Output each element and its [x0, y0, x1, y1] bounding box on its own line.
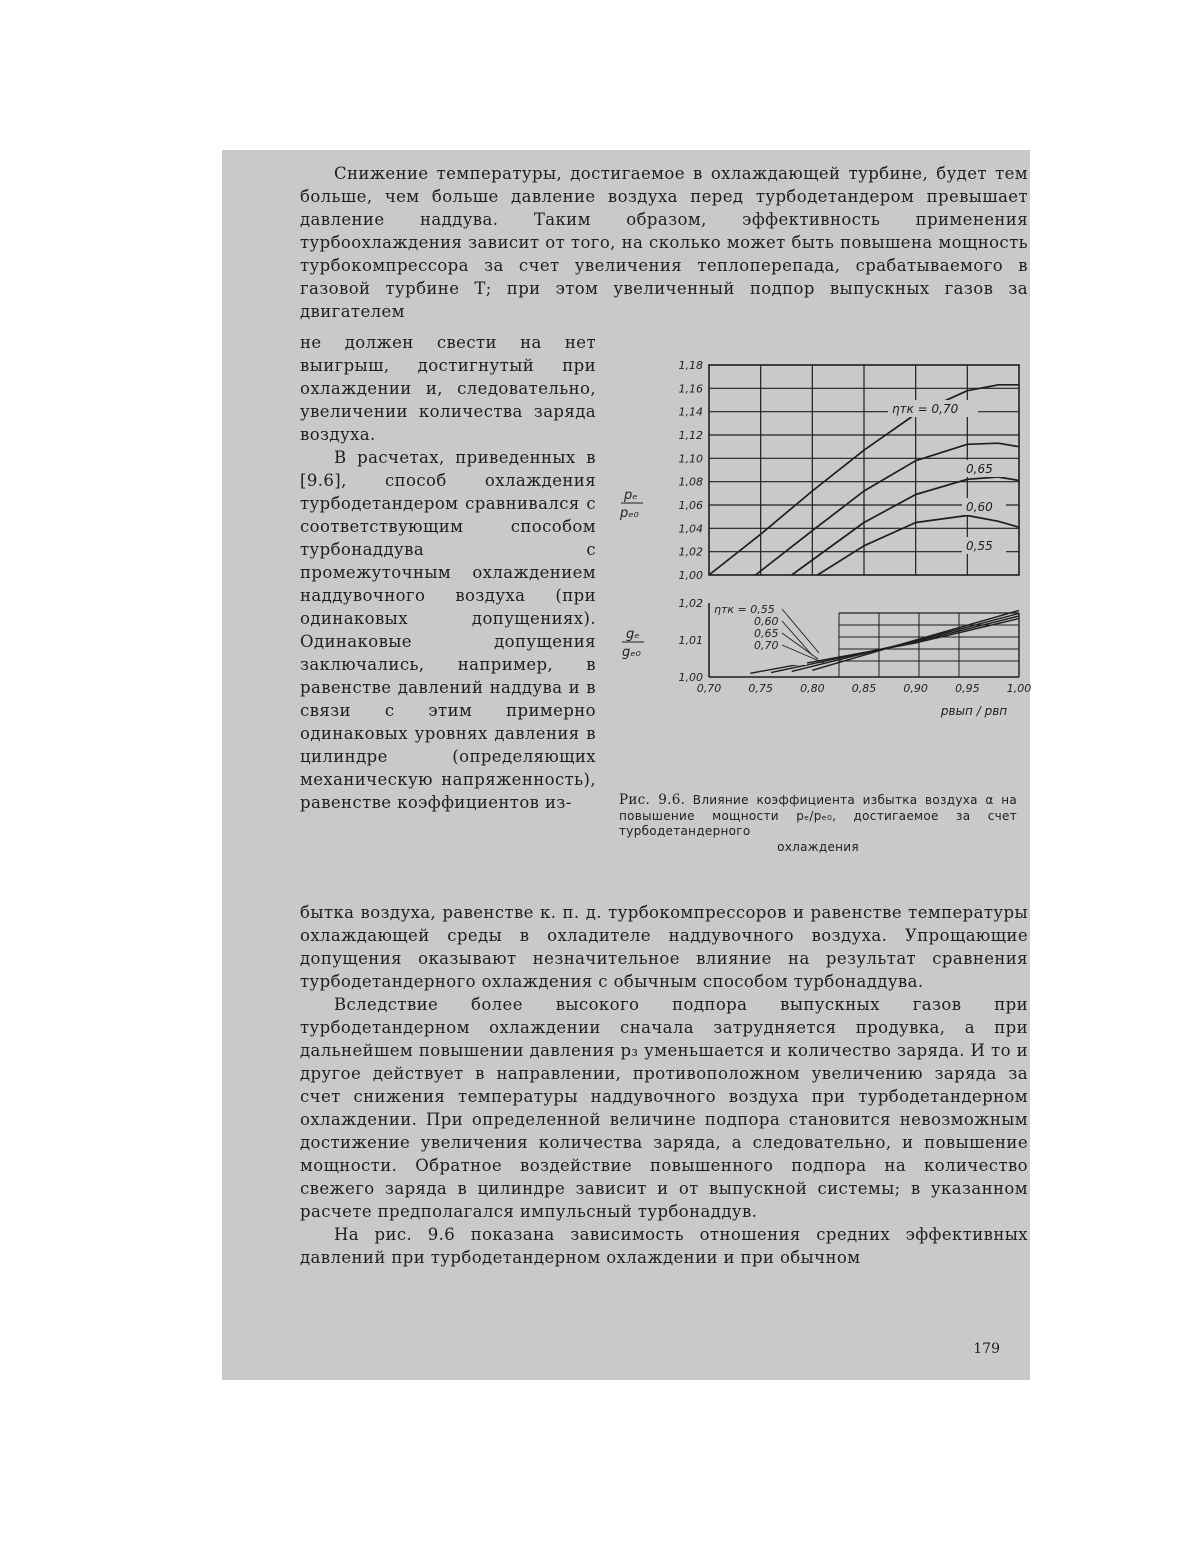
lower-y-tick-label: 1,01	[678, 634, 703, 647]
paragraph-2-start: В расчетах, приведенных в [9.6], способ охлаждения турбодетандером сравнивался с соответствующим способом турбонаддува с промежуточным охлаждением наддувочного воздуха (при одинаковых допущениях). Одинаковые допущения заключались, например, в равенстве давлений наддува и в связи с этим примерно одинаковых уровнях давления в цилиндре (определяющих механическую напряженность), равенстве коэффициентов из-	[300, 448, 596, 812]
upper-ylabel-numerator: pₑ	[624, 488, 638, 503]
upper-curve-label: ηтк = 0,70	[892, 402, 959, 416]
x-tick-label: 0,90	[903, 682, 928, 695]
lower-plot-labels	[622, 597, 1031, 718]
text-block-top	[300, 162, 1028, 323]
x-tick-label: 0,85	[851, 682, 877, 695]
upper-curve-label: 0,65	[966, 462, 993, 476]
x-tick-label: 0,70	[696, 682, 722, 695]
upper-y-tick-label: 1,08	[678, 475, 703, 489]
lower-legend-item: 0,60	[754, 615, 779, 628]
lower-ylabel-numerator: gₑ	[626, 627, 640, 642]
paragraph-1-continued: не должен свести на нет выигрыш, достигнутый при охлаждении и, следовательно, увеличении количества заряда воздуха.	[300, 333, 596, 444]
lower-legend-item: 0,70	[754, 639, 779, 652]
upper-y-tick-label: 1,14	[678, 405, 703, 419]
lower-legend-title: ηтк = 0,55	[714, 603, 775, 616]
upper-y-tick-label: 1,06	[678, 499, 703, 512]
upper-y-tick-label: 1,04	[678, 522, 703, 536]
paragraph-2-end: бытка воздуха, равенстве к. п. д. турбокомпрессоров и равенстве температуры охлаждающей среды в охладителе наддувочного воздуха. Упрощающие допущения оказывают незначительное влияние на результат сравнения турбодетандерного охлаждения с обычным способом турбонаддува.	[300, 903, 1028, 991]
x-axis-label: pвып / pвп	[940, 704, 1008, 718]
x-tick-label: 0,95	[955, 682, 980, 695]
text-block-left	[300, 331, 596, 814]
figure-9-6-chart	[614, 359, 1032, 785]
caption-last-line: охлаждения	[777, 839, 859, 854]
upper-y-tick-label: 1,10	[678, 452, 703, 466]
upper-y-tick-label: 1,18	[678, 359, 703, 372]
figure-caption	[619, 793, 1017, 855]
upper-y-tick-label: 1,02	[678, 545, 703, 559]
lower-y-tick-label: 1,02	[678, 597, 703, 610]
book-page	[222, 150, 1030, 1380]
paragraph-1: Снижение температуры, достигаемое в охлаждающей турбине, будет тем больше, чем больше давление воздуха перед турбодетандером превышает давление наддува. Таким образом, эффективность применения турбоохлаждения зависит от того, на сколько может быть повышена мощность турбокомпрессора за счет увеличения теплоперепада, срабатываемого в газовой турбине Т; при этом увеличенный подпор выпускных газов за двигателем	[300, 164, 1028, 321]
upper-curve-label: 0,60	[966, 500, 993, 514]
lower-ylabel-denominator: gₑ₀	[622, 645, 641, 660]
upper-y-tick-label: 1,16	[678, 382, 703, 396]
upper-ylabel-denominator: pₑ₀	[620, 506, 639, 521]
caption-text: Влияние коэффициента избытка воздуха α на повышение мощности pₑ/pₑ₀, достигаемое за счет турбодетандерного	[619, 793, 1017, 838]
lower-curve-065	[771, 616, 1019, 673]
x-tick-label: 1,00	[1006, 682, 1032, 695]
lower-y-tick-label: 1,00	[678, 671, 703, 684]
upper-curve-label: 0,55	[966, 539, 993, 553]
figure-label: Рис. 9.6.	[619, 792, 686, 808]
upper-curve-060	[792, 477, 1019, 575]
page-number: 179	[973, 1341, 1000, 1357]
upper-y-tick-label: 1,00	[678, 569, 703, 582]
x-tick-label: 0,75	[748, 682, 773, 695]
lower-legend-item: 0,65	[754, 627, 779, 640]
upper-y-tick-label: 1,12	[678, 429, 703, 442]
paragraph-3: Вследствие более высокого подпора выпускных газов при турбодетандерном охлаждении сначала затрудняется продувка, а при дальнейшем повышении давления p₃ уменьшается и количество заряда. И то и другое действует в направлении, противоположном увеличению заряда за счет снижения температуры наддувочного воздуха при турбодетандерном охлаждении. При определенной величине подпора становится невозможным достижение увеличения количества заряда, а следовательно, и повышение мощности. Обратное воздействие повышенного подпора на количество свежего заряда в цилиндре зависит и от выпускной системы; в указанном расчете предполагался импульсный турбонаддув.	[300, 995, 1028, 1221]
text-block-bottom	[300, 901, 1028, 1269]
x-tick-label: 0,80	[800, 682, 825, 695]
paragraph-4: На рис. 9.6 показана зависимость отношения средних эффективных давлений при турбодетандерном охлаждении и при обычном	[300, 1225, 1028, 1267]
